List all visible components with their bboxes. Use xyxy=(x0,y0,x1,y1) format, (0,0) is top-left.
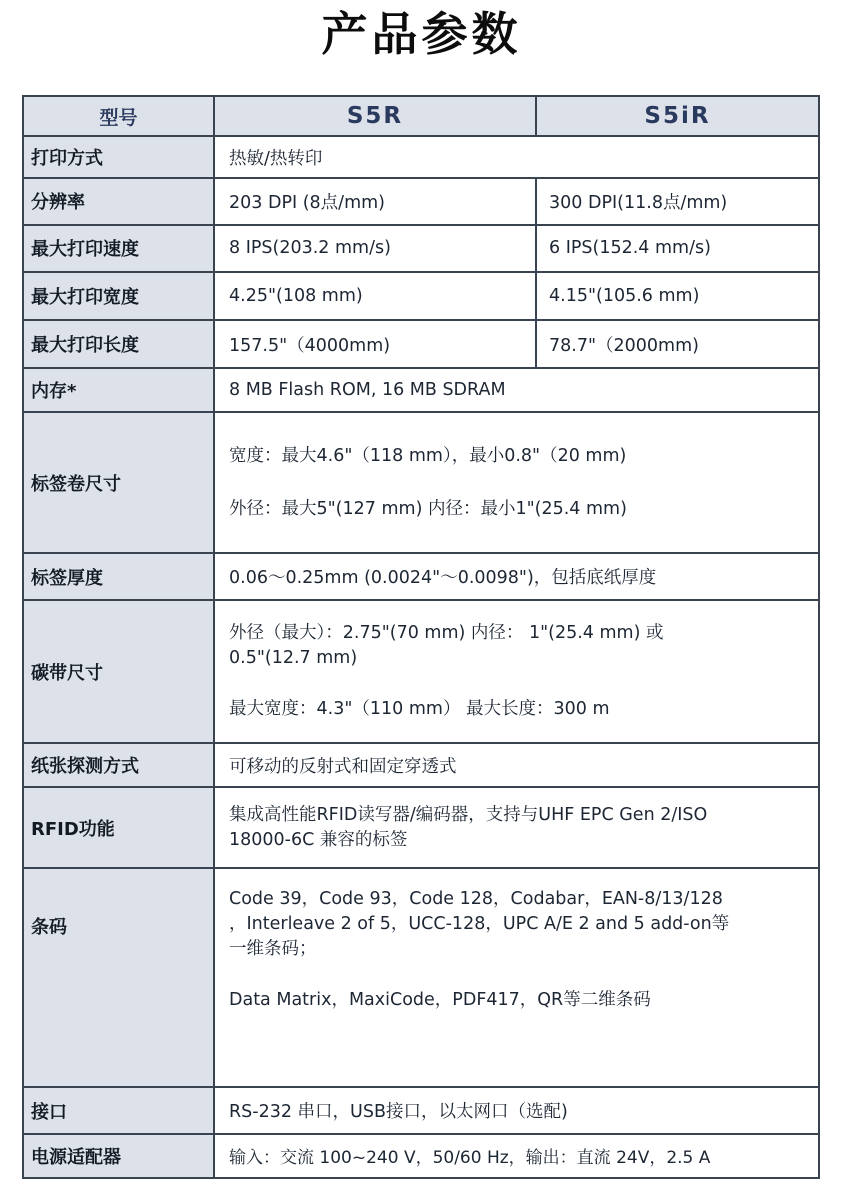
rfid-line-2: 18000-6C 兼容的标签 xyxy=(229,829,408,850)
header-model-s5r: S5R xyxy=(214,96,536,136)
table-row xyxy=(23,178,819,224)
value-max-length-s5ir: 78.7"（2000mm) xyxy=(536,320,819,368)
value-rfid xyxy=(214,787,819,868)
value-interface: RS-232 串口，USB接口，以太网口（选配) xyxy=(214,1087,819,1133)
value-max-length-s5r: 157.5"（4000mm) xyxy=(214,320,536,368)
value-max-width-s5ir: 4.15"(105.6 mm) xyxy=(536,272,819,320)
row-label-resolution: 分辨率 xyxy=(23,178,214,224)
rfid-line-1: 集成高性能RFID读写器/编码器，支持与UHF EPC Gen 2/ISO xyxy=(229,804,708,825)
row-label-interface: 接口 xyxy=(23,1087,214,1133)
header-model-label: 型号 xyxy=(23,96,214,136)
table-row xyxy=(23,368,819,412)
row-label-sensor: 纸张探测方式 xyxy=(23,743,214,787)
row-label-max-width: 最大打印宽度 xyxy=(23,272,214,320)
table-row xyxy=(23,272,819,320)
label-roll-line-1: 宽度：最大4.6"（118 mm），最小0.8"（20 mm) xyxy=(229,445,627,466)
value-resolution-s5r: 203 DPI (8点/mm) xyxy=(214,178,536,224)
row-label-power: 电源适配器 xyxy=(23,1134,214,1178)
row-label-ribbon: 碳带尺寸 xyxy=(23,600,214,743)
ribbon-line-3: 最大宽度：4.3"（110 mm） 最大长度：300 m xyxy=(229,699,610,720)
table-row xyxy=(23,412,819,553)
row-label-memory: 内存* xyxy=(23,368,214,412)
row-label-label-thickness: 标签厚度 xyxy=(23,553,214,600)
table-row xyxy=(23,225,819,272)
table-row xyxy=(23,1134,819,1178)
row-label-label-roll: 标签卷尺寸 xyxy=(23,412,214,553)
value-max-width-s5r: 4.25"(108 mm) xyxy=(214,272,536,320)
spec-table xyxy=(22,95,820,1179)
table-row xyxy=(23,787,819,868)
label-roll-line-2: 外径：最大5"(127 mm) 内径：最小1"(25.4 mm) xyxy=(229,498,627,519)
ribbon-line-2: 0.5"(12.7 mm) xyxy=(229,648,358,669)
page-title: 产品参数 xyxy=(321,7,522,61)
row-label-max-speed: 最大打印速度 xyxy=(23,225,214,272)
value-ribbon xyxy=(214,600,819,743)
value-label-thickness: 0.06～0.25mm (0.0024"～0.0098")，包括底纸厚度 xyxy=(214,553,819,600)
row-label-barcode: 条码 xyxy=(23,868,214,1087)
table-row xyxy=(23,1087,819,1133)
value-max-speed-s5r: 8 IPS(203.2 mm/s) xyxy=(214,225,536,272)
value-sensor: 可移动的反射式和固定穿透式 xyxy=(214,743,819,787)
table-header-row xyxy=(23,96,819,136)
value-print-method: 热敏/热转印 xyxy=(214,136,819,178)
table-row xyxy=(23,553,819,600)
table-row xyxy=(23,320,819,368)
ribbon-line-1: 外径（最大）：2.75"(70 mm) 内径： 1"(25.4 mm) 或 xyxy=(229,623,664,644)
table-row xyxy=(23,136,819,178)
barcode-line-1: Code 39，Code 93，Code 128，Codabar，EAN-8/13/128 xyxy=(229,889,723,910)
value-label-roll xyxy=(214,412,819,553)
header-model-s5ir: S5iR xyxy=(536,96,819,136)
barcode-line-2: ，Interleave 2 of 5，UCC-128，UPC A/E 2 and 5 add-on等 xyxy=(229,914,730,935)
table-row xyxy=(23,868,819,1087)
value-barcode xyxy=(214,868,819,1087)
table-row xyxy=(23,743,819,787)
value-power: 输入：交流 100~240 V，50/60 Hz，输出：直流 24V，2.5 A xyxy=(214,1134,819,1178)
row-label-max-length: 最大打印长度 xyxy=(23,320,214,368)
row-label-print-method: 打印方式 xyxy=(23,136,214,178)
row-label-rfid: RFID功能 xyxy=(23,787,214,868)
value-resolution-s5ir: 300 DPI(11.8点/mm) xyxy=(536,178,819,224)
barcode-line-3: 一维条码； xyxy=(229,939,317,960)
value-memory: 8 MB Flash ROM, 16 MB SDRAM xyxy=(214,368,819,412)
value-max-speed-s5ir: 6 IPS(152.4 mm/s) xyxy=(536,225,819,272)
table-row xyxy=(23,600,819,743)
barcode-line-4: Data Matrix，MaxiCode，PDF417，QR等二维条码 xyxy=(229,990,651,1011)
